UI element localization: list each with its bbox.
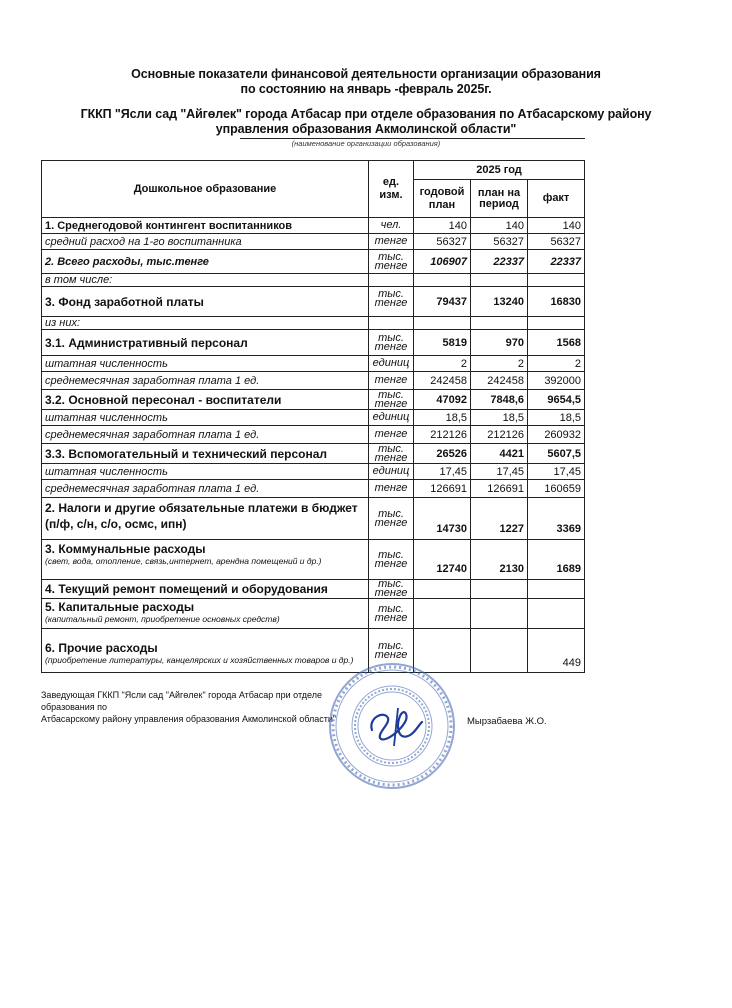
row-unit: тыс. тенге <box>369 444 414 464</box>
row-subtitle: (свет, вода, отопление, связь,интернет, арендна помещений и др.) <box>45 556 322 566</box>
row-subtitle: (капитальный ремонт, приобретение основных средств) <box>45 614 280 624</box>
row-plan: 126691 <box>414 480 471 498</box>
row-plan: 47092 <box>414 390 471 410</box>
table-row <box>42 356 585 372</box>
row-period: 140 <box>471 218 528 234</box>
table-row <box>42 250 585 274</box>
header-unit: ед. изм. <box>369 161 414 218</box>
footer-line-2: Атбасарскому району управления образования Акмолинской области" <box>41 714 337 724</box>
table-row <box>42 426 585 444</box>
row-period: 17,45 <box>471 464 528 480</box>
row-fact: 9654,5 <box>528 390 585 410</box>
row-name: 3.3. Вспомогательный и технический персонал <box>42 444 369 464</box>
row-name: штатная численность <box>42 410 369 426</box>
row-plan: 2 <box>414 356 471 372</box>
row-plan: 106907 <box>414 250 471 274</box>
row-unit: тенге <box>369 234 414 250</box>
row-period: 2130 <box>471 540 528 580</box>
row-period: 2 <box>471 356 528 372</box>
row-name: 6. Прочие расходы <box>45 641 158 655</box>
row-subtitle: (приобретение литературы, канцелярских и хозяйственных товаров и др.) <box>45 655 354 665</box>
row-name: среднемесячная заработная плата 1 ед. <box>42 480 369 498</box>
row-unit: тыс. тенге <box>369 629 414 673</box>
table-row <box>42 218 585 234</box>
row-unit: тыс. тенге <box>369 540 414 580</box>
row-name: штатная численность <box>42 356 369 372</box>
row-plan: 17,45 <box>414 464 471 480</box>
row-unit: тыс. тенге <box>369 599 414 629</box>
row-name: 2. Всего расходы, тыс.тенге <box>42 250 369 274</box>
row-fact: 3369 <box>528 498 585 540</box>
row-period: 56327 <box>471 234 528 250</box>
organization-name-cont: управления образования Акмолинской области" <box>215 122 517 136</box>
table-row <box>42 629 585 673</box>
row-name: 3.1. Административный персонал <box>42 330 369 356</box>
row-plan: 140 <box>414 218 471 234</box>
row-plan: 212126 <box>414 426 471 444</box>
row-period: 22337 <box>471 250 528 274</box>
row-name: штатная численность <box>42 464 369 480</box>
row-plan: 12740 <box>414 540 471 580</box>
table-row <box>42 330 585 356</box>
table-row <box>42 599 585 629</box>
row-name: 5. Капитальные расходы <box>45 600 195 614</box>
table-row <box>42 287 585 317</box>
row-name: 3.2. Основной пересонал - воспитатели <box>42 390 369 410</box>
table-row <box>42 372 585 390</box>
row-fact: 1568 <box>528 330 585 356</box>
row-fact: 17,45 <box>528 464 585 480</box>
report-title: Основные показатели финансовой деятельности организации образования <box>131 67 601 81</box>
row-name-cell <box>42 599 369 629</box>
table-row <box>42 444 585 464</box>
row-unit: тыс. тенге <box>369 250 414 274</box>
organization-name: ГККП "Ясли сад "Айгөлек" города Атбасар при отделе образования по Атбасарскому району <box>80 107 652 121</box>
row-fact: 260932 <box>528 426 585 444</box>
row-fact: 5607,5 <box>528 444 585 464</box>
row-name-cell <box>42 540 369 580</box>
row-name: 2. Налоги и другие обязательные платежи в бюджет (п/ф, с/н, с/о, осмс, ипн) <box>42 498 369 540</box>
header-year: 2025 год <box>414 161 585 180</box>
row-fact: 16830 <box>528 287 585 317</box>
row-unit: тыс. тенге <box>369 330 414 356</box>
row-name: 3. Коммунальные расходы <box>45 542 206 556</box>
table-row <box>42 480 585 498</box>
row-unit: тенге <box>369 426 414 444</box>
row-plan: 18,5 <box>414 410 471 426</box>
table-row <box>42 234 585 250</box>
header-plan-period: план на период <box>471 180 528 218</box>
row-plan: 5819 <box>414 330 471 356</box>
row-fact: 2 <box>528 356 585 372</box>
row-fact: 140 <box>528 218 585 234</box>
indicators-table <box>41 160 585 673</box>
row-fact: 392000 <box>528 372 585 390</box>
row-fact: 1689 <box>528 540 585 580</box>
table-row <box>42 317 585 330</box>
table-row <box>42 410 585 426</box>
row-name: средний расход на 1-го воспитанника <box>42 234 369 250</box>
row-unit: единиц <box>369 356 414 372</box>
table-row <box>42 580 585 599</box>
row-period: 212126 <box>471 426 528 444</box>
row-plan: 26526 <box>414 444 471 464</box>
row-fact: 22337 <box>528 250 585 274</box>
row-unit: тыс. тенге <box>369 390 414 410</box>
header-fact: факт <box>528 180 585 218</box>
table-row <box>42 274 585 287</box>
table-header-row <box>42 161 585 180</box>
table-row <box>42 390 585 410</box>
row-plan: 79437 <box>414 287 471 317</box>
row-period: 4421 <box>471 444 528 464</box>
report-period: по состоянию на январь -февраль 2025г. <box>240 82 492 96</box>
row-period: 242458 <box>471 372 528 390</box>
header-plan-year: годовой план <box>414 180 471 218</box>
row-unit: тенге <box>369 372 414 390</box>
row-name: 4. Текущий ремонт помещений и оборудования <box>42 580 369 599</box>
row-name: 1. Среднегодовой контингент воспитанников <box>42 218 369 234</box>
row-period: 970 <box>471 330 528 356</box>
row-fact: 56327 <box>528 234 585 250</box>
table-row <box>42 464 585 480</box>
row-name: в том числе: <box>42 274 369 287</box>
row-period: 126691 <box>471 480 528 498</box>
row-fact: 18,5 <box>528 410 585 426</box>
row-unit: тыс. тенге <box>369 498 414 540</box>
row-period: 18,5 <box>471 410 528 426</box>
row-name: 3. Фонд заработной платы <box>42 287 369 317</box>
organization-caption: (наименование организации образования) <box>291 139 441 148</box>
row-fact: 449 <box>528 629 585 673</box>
row-unit: единиц <box>369 464 414 480</box>
table-row <box>42 540 585 580</box>
row-plan: 242458 <box>414 372 471 390</box>
row-unit: тыс. тенге <box>369 580 414 599</box>
table-row <box>42 498 585 540</box>
official-stamp-icon <box>318 660 468 790</box>
row-name: среднемесячная заработная плата 1 ед. <box>42 426 369 444</box>
row-fact: 160659 <box>528 480 585 498</box>
row-period: 13240 <box>471 287 528 317</box>
row-period: 1227 <box>471 498 528 540</box>
footer-line-1: Заведующая ГККП "Ясли сад "Айгөлек" города Атбасар при отделе образования по <box>41 690 322 712</box>
row-unit: тыс. тенге <box>369 287 414 317</box>
row-unit: единиц <box>369 410 414 426</box>
row-plan: 56327 <box>414 234 471 250</box>
row-name: среднемесячная заработная плата 1 ед. <box>42 372 369 390</box>
row-name: из них: <box>42 317 369 330</box>
row-unit: тенге <box>369 480 414 498</box>
header-preschool: Дошкольное образование <box>42 161 369 218</box>
row-unit: чел. <box>369 218 414 234</box>
row-plan: 14730 <box>414 498 471 540</box>
row-period: 7848,6 <box>471 390 528 410</box>
signer-name: Мырзабаева Ж.О. <box>467 716 547 727</box>
